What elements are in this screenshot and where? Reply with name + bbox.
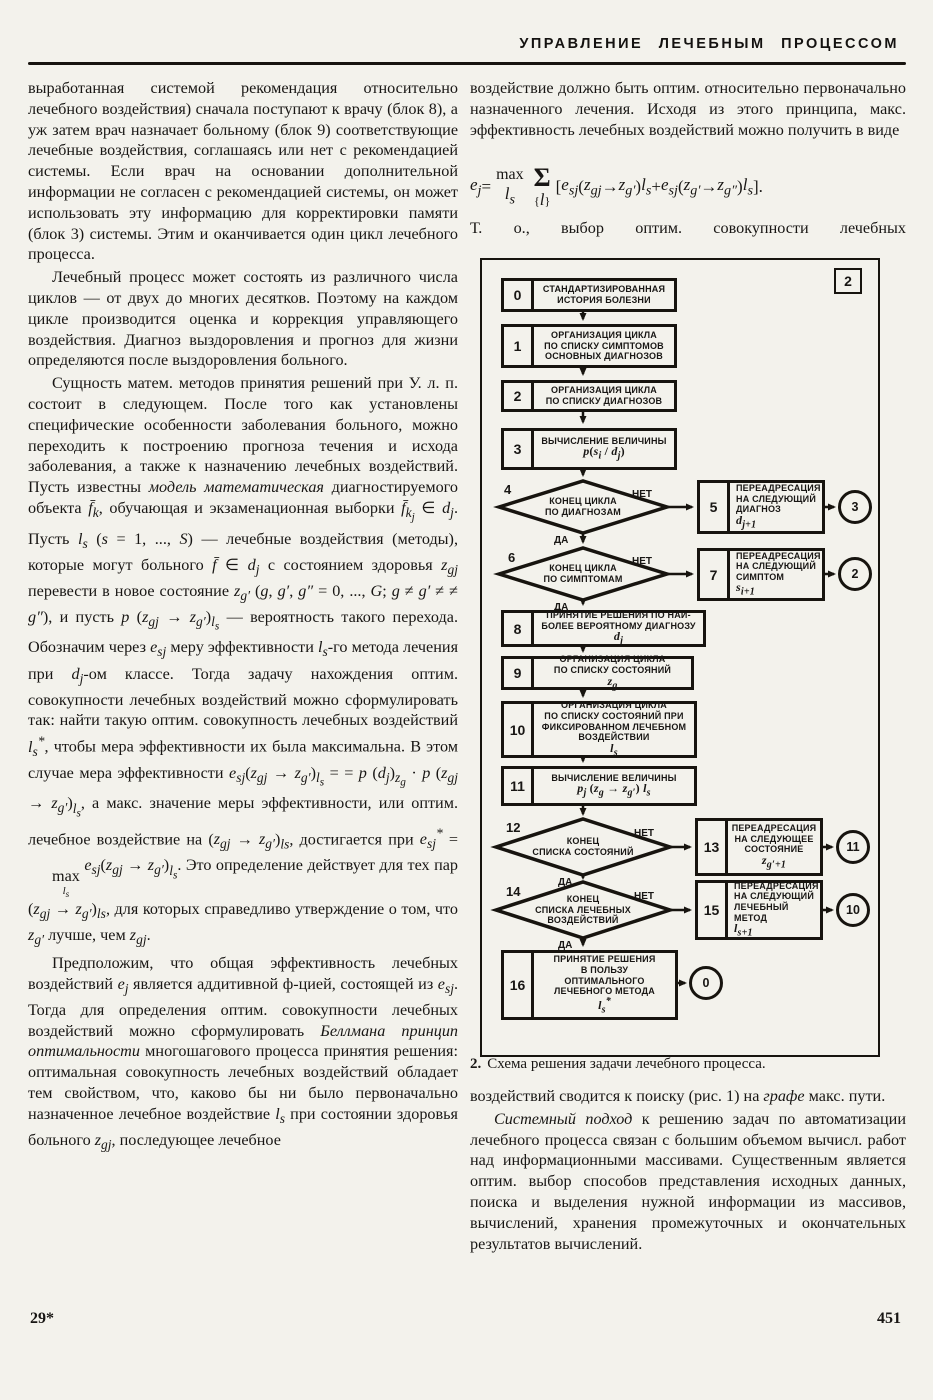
flow-diamond-4-text: КОНЕЦ ЦИКЛА ПО ДИАГНОЗАМ <box>545 496 621 517</box>
flow-block-3 <box>501 428 677 470</box>
page-number-left: 29* <box>30 1310 54 1327</box>
display-formula: $e_j$ = max $l_s$ Σ {l} [ $e_{sj}$ ( $z_{gj}$ → $z_{g'}$ ) $l_s$ + $e_{sj}$ ( $z_{g'}$ → $z_{g''}$ ) $l_s$ ]. <box>470 162 763 210</box>
flow-block-10-text: ОРГАНИЗАЦИЯ ЦИКЛА ПО СПИСКУ СОСТОЯНИЙ ПРИ ФИКСИРОВАННОМ ЛЕЧЕБНОМ ВОЗДЕЙСТВИИ $l_s$ <box>541 700 687 759</box>
flow-block-11 <box>501 766 697 806</box>
paragraph: воздействие должно быть оптим. относительно первоначально назначенного лечения. Исходя из этого принципа, макс. эффективность лечебных воздействий можно получить в виде <box>470 79 906 139</box>
yes-label: ДА <box>558 940 573 951</box>
flow-block-13-number: 13 <box>698 821 728 873</box>
figure-frame <box>480 258 880 1057</box>
flow-block-7-text: ПЕРЕАДРЕСАЦИЯ НА СЛЕДУЮЩИЙ СИМПТОМ $s_{i+1}$ <box>736 550 821 598</box>
flow-block-5 <box>697 480 825 534</box>
paragraph: Лечебный процесс может состоять из различного числа циклов — от двух до многих десятков. Поэтому на каждом цикле производится оценка и коррекция управляющего воздействия. Диагноз выздоровления и прогноз для жизни определяются после выздоровления больного. <box>28 268 458 370</box>
figure-caption-text: Схема решения задачи лечебного процесса. <box>487 1056 766 1072</box>
paragraph: Предположим, что общая эффективность лечебных воздействий $e_j$ является аддитивной ф-цией, состоящей из $e_{sj}$. Тогда для определения оптим. совокупности лечебных воздействий можно сформулировать Беллмана принцип оптимальности многошагового процесса принятия решения: оптимальная совокупность лечебных воздействий обладает тем свойством, что, каково бы ни было первоначально назначенное лечебное воздействие $l_s$ при состоянии здоровья больного $z_{gj}$, последующее лечебное <box>28 954 459 1153</box>
flow-connector-circle-0: 0 <box>689 966 723 1000</box>
flow-block-1 <box>501 324 677 368</box>
flow-block-10 <box>501 701 697 758</box>
no-label: НЕТ <box>634 828 654 839</box>
flow-block-5-text: ПЕРЕАДРЕСАЦИЯ НА СЛЕДУЮЩИЙ ДИАГНОЗ $d_{j+1}$ <box>736 483 821 531</box>
flow-block-8 <box>501 610 706 647</box>
flow-block-9-number: 9 <box>504 659 534 687</box>
flow-block-11-number: 11 <box>504 769 534 803</box>
paragraph: воздействий сводится к поиску (рис. 1) на графе макс. пути. <box>470 1087 886 1105</box>
flow-block-13-text: ПЕРЕАДРЕСАЦИЯ НА СЛЕДУЮЩЕЕ СОСТОЯНИЕ $z_{g'+1}$ <box>731 823 817 871</box>
flow-block-5-number: 5 <box>700 483 730 531</box>
flow-diamond-4-number: 4 <box>504 482 512 497</box>
figure-caption <box>470 1056 900 1073</box>
flow-block-1-text: ОРГАНИЗАЦИЯ ЦИКЛА ПО СПИСКУ СИМПТОМОВ ОСНОВНЫХ ДИАГНОЗОВ <box>544 330 664 362</box>
flow-block-2 <box>501 380 677 412</box>
flow-block-15 <box>695 880 823 940</box>
flow-block-3-number: 3 <box>504 431 534 467</box>
yes-label: ДА <box>558 877 573 888</box>
yes-label: ДА <box>554 535 569 546</box>
flow-block-8-number: 8 <box>504 613 534 644</box>
flow-block-7-number: 7 <box>700 551 730 598</box>
right-column-bottom <box>470 1086 906 1254</box>
paragraph: Сущность матем. методов принятия решений при У. л. п. состоит в следующем. После того как установлены специфические особенности заболевания больного, можно переходить к построению прогноза течения и исхода заболевания, а также к назначению лечебных воздействий. Пусть известны модель математическая диагностируемого объекта $f̄_k$, обучающая и экзаменационная выборки $f̄_{k_j}$ ∈ $d_j$. Пусть $l_s$ (s = 1, ..., S) — лечебные воздействия (методы), которые могут больного f̄ ∈ $d_j$ с состоянием здоровья $z_{gj}$ перевести в новое состояние $z_{g'}$ (g, g′, g″ = 0, ..., G; g ≠ g′ ≠ ≠ g″), и пусть p $(z_{gj} \to z_{g'})_{l_s}$ — вероятность такого перехода. Обозначим через $e_{sj}$ меру эффективности $l_s-го$ метода лечения при $d_j-ом$ классе. Тогда задачу нахождения оптим. совокупности лечебных воздействий можно сформулировать так: найти такую оптим. совокупность лечебных воздействий $l_s^*$, чтобы мера эффективности их была максимальна. В этом случае мера эффективности $e_{sj}(z_{gj} \to z_{g'})_{l_s}$ = = p $(d_j)_{z_g} \cdot p$ $(z_{gj} \to z_{g'})_{l_s}$, а макс. значение меры эффективности, или оптим. лечебное воздействие на $(z_{gj} \to z_{g'})_{ls}$, достигается при $e_{sj}^*$ = max $l_s$ $e_{sj}(z_{gj} \to z_{g'})_{l_s}$. Это определение действует для тех пар $(z_{gj} \to z_{g'})_{ls}$, для которых справедливо утверждение о том, что $z_{g'}$ лучше, чем $z_{gj}$. <box>28 374 459 948</box>
flow-diamond-6-number: 6 <box>508 550 516 565</box>
paragraph: Системный подход к решению задач по автоматизации лечебного процесса связан с большим объемом вычисл. работ над информационными массивами. Существенным является оптим. выбор способов представления исходных данных, поиска и выделения нужной информации из массивов, вычислений, хранения промежуточных и окончательных результатов вычислений. <box>470 1109 906 1253</box>
yes-label: ДА <box>554 602 569 613</box>
flow-block-15-number: 15 <box>698 883 728 937</box>
flow-block-16 <box>501 950 678 1020</box>
flow-block-0-number: 0 <box>504 281 534 309</box>
flow-diamond-14-number: 14 <box>506 884 521 899</box>
page-number-right: 451 <box>877 1310 901 1327</box>
flow-block-9 <box>501 656 694 690</box>
flow-block-11-text: ВЫЧИСЛЕНИЕ ВЕЛИЧИНЫ $p_j$ $(z_g \to z_{g'})$ $l_s$ <box>551 772 677 799</box>
flow-connector-circle-10: 10 <box>836 893 870 927</box>
left-column <box>28 78 458 1156</box>
no-label: НЕТ <box>632 489 652 500</box>
paragraph: выработанная системой рекомендация относительно лечебного воздействия) сначала поступают к врачу (блок 8), а уж затем врач назначает больному (блок 9) соответствующие лечебные воздействия, соглашаясь или нет с рекомендацией системы. Если врач на основании дополнительной информации не согласен с рекомендацией системы, он может использовать эту информацию для корректировки памяти (блок 3) системы. Этим и оканчивается один цикл лечебного процесса. <box>28 79 458 264</box>
flow-block-15-text: ПЕРЕАДРЕСАЦИЯ НА СЛЕДУЮЩИЙ ЛЕЧЕБНЫЙ МЕТОД $l_{s+1}$ <box>734 880 819 939</box>
flow-block-0-text: СТАНДАРТИЗИРОВАННАЯ ИСТОРИЯ БОЛЕЗНИ <box>542 284 666 305</box>
page-header-title: УПРАВЛЕНИЕ ЛЕЧЕБНЫМ ПРОЦЕССОМ <box>519 36 899 52</box>
figure-number-badge: 2 <box>834 268 862 294</box>
flow-diamond-14-text: КОНЕЦ СПИСКА ЛЕЧЕБНЫХ ВОЗДЕЙСТВИЙ <box>535 894 631 926</box>
flow-connector-circle-2: 2 <box>838 557 872 591</box>
flow-block-16-text: ПРИНЯТИЕ РЕШЕНИЯ В ПОЛЬЗУ ОПТИМАЛЬНОГО ЛЕЧЕБНОГО МЕТОДА $l_s^*$ <box>553 954 656 1016</box>
flow-block-7 <box>697 548 825 601</box>
flow-block-10-number: 10 <box>504 704 534 755</box>
flow-block-3-text: ВЫЧИСЛЕНИЕ ВЕЛИЧИНЫ $p(s_i / d_j)$ <box>541 435 667 462</box>
paragraph: Т. о., выбор оптим. совокупности лечебных <box>470 219 906 237</box>
right-column-top <box>470 78 906 140</box>
flow-connector-circle-3: 3 <box>838 490 872 524</box>
no-label: НЕТ <box>634 891 654 902</box>
flow-diamond-6-text: КОНЕЦ ЦИКЛА ПО СИМПТОМАМ <box>543 563 623 584</box>
flow-diamond-12-number: 12 <box>506 820 521 835</box>
flow-block-16-number: 16 <box>504 953 534 1017</box>
header-rule <box>28 62 906 65</box>
flow-block-9-text: ОРГАНИЗАЦИЯ ЦИКЛА ПО СПИСКУ СОСТОЯНИЙ $z_g$ <box>553 654 672 691</box>
flow-connector-circle-11: 11 <box>836 830 870 864</box>
flow-block-8-text: ПРИНЯТИЕ РЕШЕНИЯ ПО НАИ- БОЛЕЕ ВЕРОЯТНОМУ ДИАГНОЗУ $d_j$ <box>541 609 696 647</box>
flow-block-1-number: 1 <box>504 327 534 365</box>
figure-caption-number: 2. <box>470 1056 482 1072</box>
flow-block-2-text: ОРГАНИЗАЦИЯ ЦИКЛА ПО СПИСКУ ДИАГНОЗОВ <box>545 385 663 406</box>
flow-diamond-12-text: КОНЕЦ СПИСКА СОСТОЯНИЙ <box>532 836 634 857</box>
flow-block-13 <box>695 818 823 876</box>
no-label: НЕТ <box>632 556 652 567</box>
flow-block-2-number: 2 <box>504 383 534 409</box>
flow-block-0 <box>501 278 677 312</box>
